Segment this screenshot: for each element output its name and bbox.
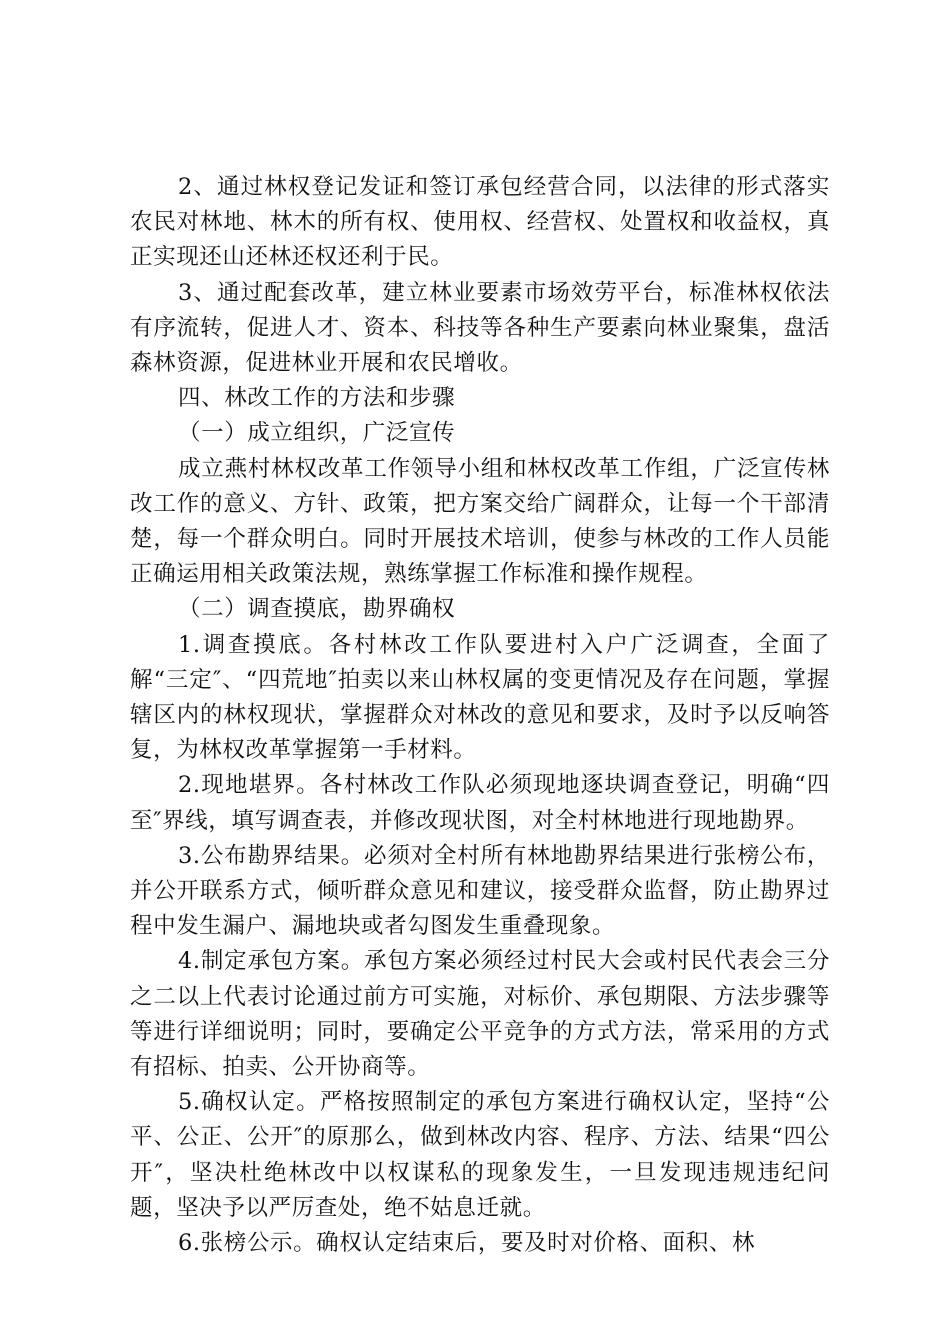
- paragraph-step-4: 4.制定承包方案。承包方案必须经过村民大会或村民代表会三分之二以上代表讨论通过前方可实施，对标价、承包期限、方法步骤等等进行详细说明；同时，要确定公平竞争的方式方法，常采用的方式有招标、拍卖、公开协商等。: [130, 948, 830, 1081]
- paragraph-organization: 成立燕村林权改革工作领导小组和林权改革工作组，广泛宣传林改工作的意义、方针、政策，把方案交给广阔群众，让每一个干部清楚，每一个群众明白。同时开展技术培训，使参与林改的工作人员能正确运用相关政策法规，熟练掌握工作标准和操作规程。: [130, 455, 830, 588]
- document-body: [130, 170, 830, 1261]
- paragraph-item-2: 2、通过林权登记发证和签订承包经营合同，以法律的形式落实农民对林地、林木的所有权、使用权、经营权、处置权和收益权，真正实现还山还林还权还利于民。: [130, 174, 830, 271]
- paragraph-item-3: 3、通过配套改革，建立林业要素市场效劳平台，标准林权依法有序流转，促进人才、资本、科技等各种生产要素向林业聚集，盘活森林资源，促进林业开展和农民增收。: [130, 279, 830, 377]
- paragraph-step-6: 6.张榜公示。确权认定结束后，要及时对价格、面积、林: [178, 1230, 756, 1257]
- paragraph-step-2: 2.现地堪界。各村林改工作队必须现地逐块调查登记，明确“四至″界线，填写调查表，并修改现状图，对全村林地进行现地勘界。: [130, 772, 830, 834]
- section-heading-4: 四、林改工作的方法和步骤: [178, 385, 456, 412]
- paragraph-step-3: 3.公布勘界结果。必须对全村所有林地勘界结果进行张榜公布，并公开联系方式，倾听群众意见和建议，接受群众监督，防止勘界过程中发生漏户、漏地块或者勾图发生重叠现象。: [130, 842, 830, 940]
- paragraph-step-1: 1.调查摸底。各村林改工作队要进村入户广泛调查，全面了解“三定″、“四荒地″拍卖以来山林权属的变更情况及存在问题，掌握辖区内的林权现状，掌握群众对林改的意见和要求，及时予以反响答复，为林权改革掌握第一手材料。: [130, 631, 830, 764]
- subsection-heading-2: （二）调查摸底，勘界确权: [178, 596, 456, 623]
- subsection-heading-1: （一）成立组织，广泛宣传: [178, 420, 456, 447]
- paragraph-step-5: 5.确权认定。严格按照制定的承包方案进行确权认定，坚持“公平、公正、公开″的原那么，做到林改内容、程序、方法、结果“四公开″，坚决杜绝林改中以权谋私的现象发生，一旦发现违规违纪问题，坚决予以严厉查处，绝不姑息迁就。: [130, 1089, 830, 1221]
